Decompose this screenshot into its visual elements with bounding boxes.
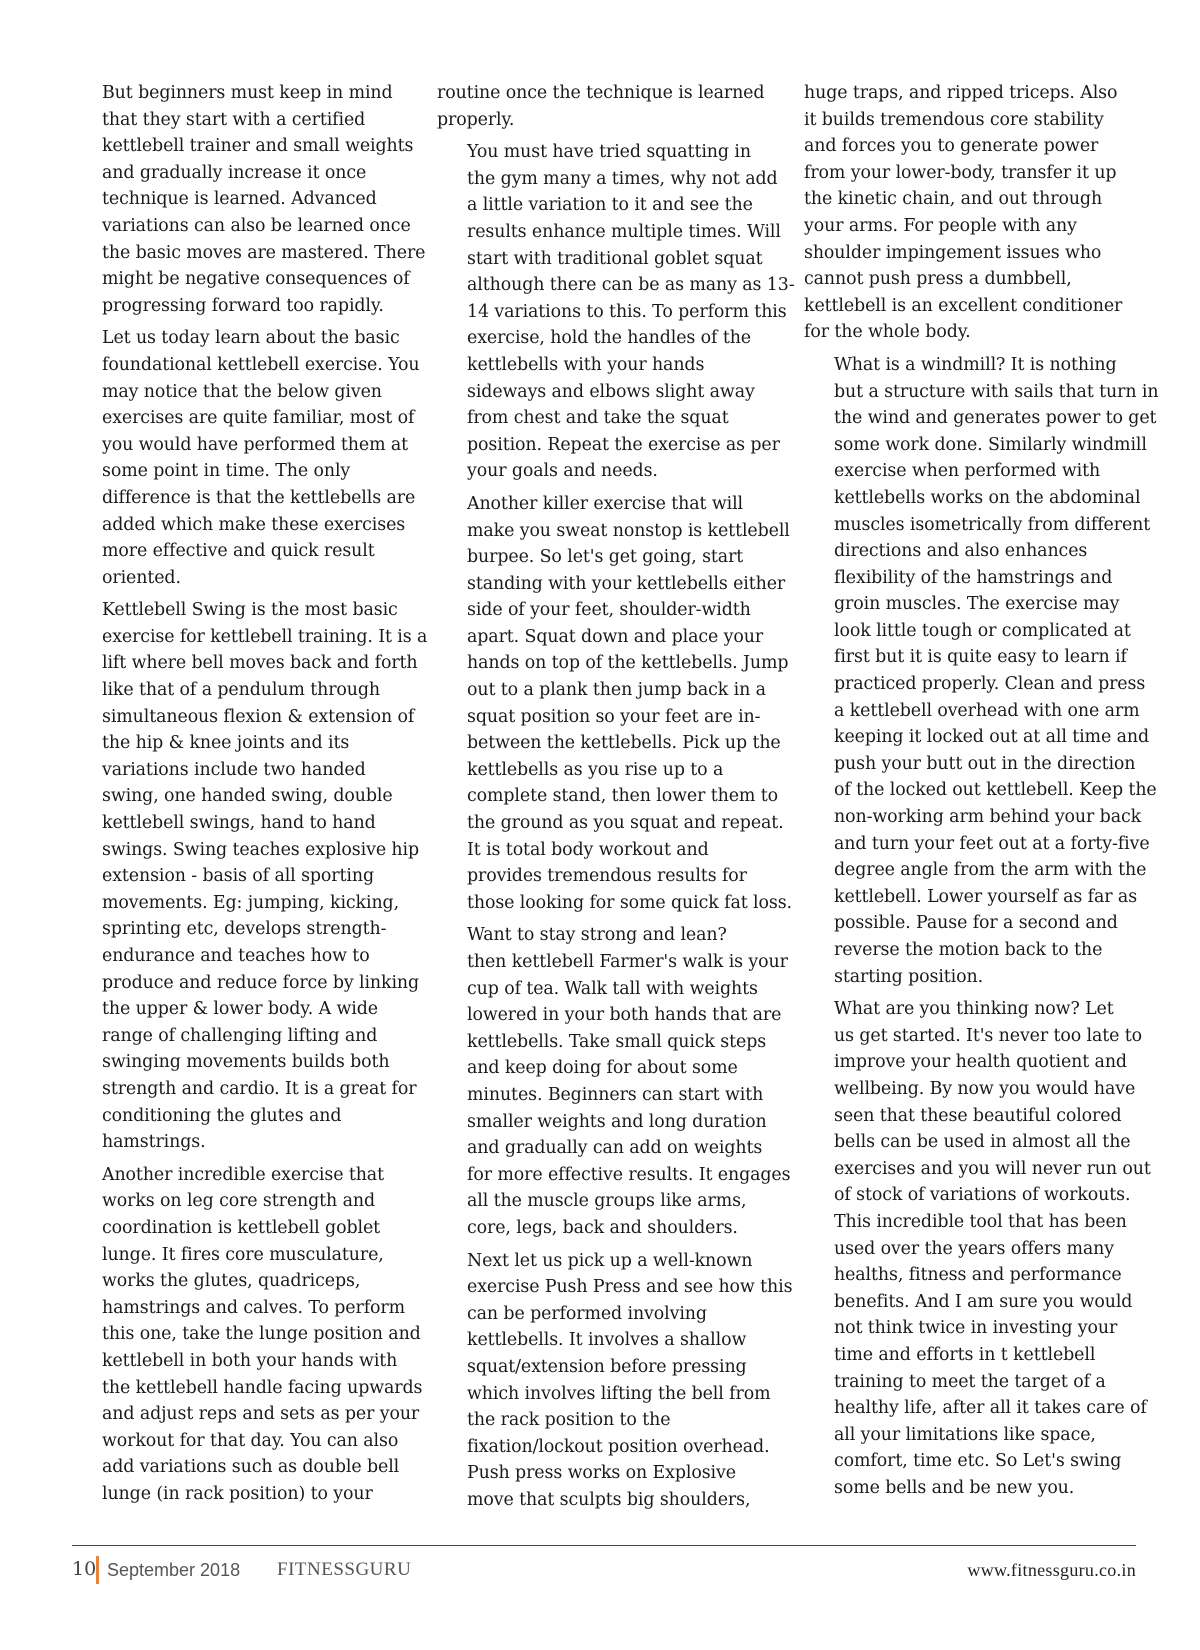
text-line: look little tough or complicated at: [834, 620, 1131, 641]
text-line: keeping it locked out at all time and: [834, 727, 1149, 748]
text-line: Push press works on Explosive: [467, 1463, 736, 1484]
text-line: and forces you to generate power: [804, 136, 1099, 157]
text-line: benefits. And I am sure you would: [834, 1291, 1133, 1312]
text-line: swings. Swing teaches explosive hip: [102, 839, 420, 860]
text-line: the ground as you squat and repeat.: [467, 813, 784, 834]
text-line: sprinting etc, develops strength-: [102, 919, 387, 940]
text-line: hamstrings.: [102, 1132, 206, 1153]
text-line: it builds tremendous core stability: [804, 109, 1104, 130]
text-line: technique is learned. Advanced: [102, 189, 377, 210]
text-line: and gradually can add on weights: [467, 1138, 763, 1159]
text-line: all the muscle groups like arms,: [467, 1191, 747, 1212]
text-line: from your lower-body, transfer it up: [804, 162, 1117, 183]
text-line: standing with your kettlebells either: [467, 573, 786, 594]
text-line: progressing forward too rapidly.: [102, 295, 384, 316]
text-line: properly.: [437, 109, 515, 130]
text-line: the gym many a times, why not add: [467, 168, 778, 189]
text-line: wellbeing. By now you would have: [834, 1078, 1136, 1099]
text-line: works the glutes, quadriceps,: [102, 1271, 361, 1292]
text-line: hamstrings and calves. To perform: [102, 1297, 406, 1318]
article-paragraph: [437, 1248, 793, 1514]
text-line: fixation/lockout position overhead.: [467, 1436, 770, 1457]
text-line: kettlebells with your hands: [467, 354, 705, 375]
text-line: you would have performed them at: [102, 434, 409, 455]
text-line: produce and reduce force by linking: [102, 972, 420, 993]
text-line: exercises are quite familiar, most of: [102, 408, 415, 429]
text-line: improve your health quotient and: [834, 1052, 1127, 1073]
text-line: and adjust reps and sets as per your: [102, 1404, 420, 1425]
text-line: start with traditional goblet squat: [467, 248, 763, 269]
text-line: cannot push press a dumbbell,: [804, 269, 1072, 290]
text-line: kettlebells. Take small quick steps: [467, 1031, 767, 1052]
text-line: variations can also be learned once: [102, 215, 411, 236]
text-line: us get started. It's never too late to: [834, 1025, 1143, 1046]
text-line: starting position.: [834, 966, 984, 987]
text-line: Next let us pick up a well-known: [467, 1250, 753, 1271]
text-line: exercises and you will never run out: [834, 1158, 1151, 1179]
text-column-2: [437, 80, 795, 1519]
text-line: kettlebell in both your hands with: [102, 1350, 398, 1371]
text-line: not think twice in investing your: [834, 1318, 1118, 1339]
text-line: extension - basis of all sporting: [102, 866, 374, 887]
text-line: although there can be as many as 13-: [467, 275, 795, 296]
text-line: the kinetic chain, and out through: [804, 189, 1103, 210]
text-line: lunge (in rack position) to your: [102, 1483, 373, 1504]
text-line: coordination is kettlebell goblet: [102, 1217, 381, 1238]
text-line: seen that these beautiful colored: [834, 1105, 1122, 1126]
issue-date: September 2018: [107, 1560, 241, 1580]
text-line: move that sculpts big shoulders,: [467, 1489, 751, 1510]
text-line: endurance and teaches how to: [102, 946, 370, 966]
text-line: Let us today learn about the basic: [102, 328, 400, 349]
text-line: What is a windmill? It is nothing: [834, 354, 1117, 375]
text-line: comfort, time etc. So Let's swing: [834, 1451, 1122, 1472]
text-line: that they start with a certified: [102, 109, 366, 130]
article-paragraph: [437, 922, 791, 1241]
text-line: Another killer exercise that will: [467, 493, 744, 514]
text-line: results enhance multiple times. Will: [467, 221, 781, 242]
text-line: of stock of variations of workouts.: [834, 1185, 1131, 1206]
text-line: the upper & lower body. A wide: [102, 999, 378, 1020]
text-line: Want to stay strong and lean?: [467, 925, 727, 946]
text-line: added which make these exercises: [102, 514, 406, 535]
text-line: some point in time. The only: [102, 461, 351, 482]
text-line: for more effective results. It engages: [467, 1164, 791, 1185]
article-paragraph: [437, 139, 795, 485]
article-paragraph: [437, 80, 767, 133]
text-line: a kettlebell overhead with one arm: [834, 700, 1140, 721]
article-paragraph: [72, 1162, 423, 1508]
text-line: What are you thinking now? Let: [834, 999, 1114, 1020]
text-line: out to a plank then jump back in a: [467, 680, 766, 701]
text-line: directions and also enhances: [834, 541, 1088, 562]
text-line: groin muscles. The exercise may: [834, 594, 1120, 615]
text-line: degree angle from the arm with the: [834, 860, 1147, 881]
text-line: and keep doing for about some: [467, 1058, 738, 1079]
footer-rule: [72, 1545, 1136, 1546]
text-column-1: [72, 80, 428, 1513]
text-line: all your limitations like space,: [834, 1424, 1096, 1445]
text-line: non-working arm behind your back: [834, 807, 1142, 828]
text-line: might be negative consequences of: [102, 269, 410, 290]
text-line: kettlebell is an excellent conditioner: [804, 295, 1123, 316]
text-line: and turn your feet out at a forty-five: [834, 833, 1150, 854]
text-line: some work done. Similarly windmill: [834, 434, 1147, 455]
text-line: But beginners must keep in mind: [102, 83, 393, 103]
page-footer: [72, 1556, 1136, 1586]
text-line: side of your feet, shoulder-width: [467, 600, 751, 621]
text-line: position. Repeat the exercise as per: [467, 434, 780, 455]
text-line: the basic moves are mastered. There: [102, 242, 426, 263]
text-line: exercise, hold the handles of the: [467, 328, 752, 349]
text-line: smaller weights and long duration: [467, 1111, 767, 1132]
text-line: a little variation to it and see the: [467, 195, 753, 216]
text-column-3: [804, 80, 1159, 1507]
text-line: of the locked out kettlebell. Keep the: [834, 780, 1157, 801]
text-line: simultaneous flexion & extension of: [102, 706, 415, 727]
text-line: Kettlebell Swing is the most basic: [102, 600, 398, 621]
text-line: works on leg core strength and: [102, 1191, 375, 1212]
text-line: kettlebell. Lower yourself as far as: [834, 886, 1138, 907]
text-line: lowered in your both hands that are: [467, 1005, 782, 1026]
text-line: kettlebell trainer and small weights: [102, 136, 414, 157]
text-line: cup of tea. Walk tall with weights: [467, 978, 758, 999]
text-line: lunge. It fires core musculature,: [102, 1244, 384, 1265]
text-line: but a structure with sails that turn in: [834, 381, 1159, 402]
text-line: kettlebell swings, hand to hand: [102, 813, 376, 834]
text-line: the kettlebell handle facing upwards: [102, 1377, 423, 1398]
text-line: the wind and generates power to get: [834, 408, 1157, 429]
text-line: bells can be used in almost all the: [834, 1132, 1131, 1153]
text-line: push your butt out in the direction: [834, 753, 1136, 774]
text-line: some bells and be new you.: [834, 1477, 1075, 1498]
text-line: flexibility of the hamstrings and: [834, 567, 1113, 588]
text-line: the hip & knee joints and its: [102, 733, 350, 754]
website-url[interactable]: www.fitnessguru.co.in: [967, 1560, 1136, 1580]
text-line: You must have tried squatting in: [467, 142, 751, 163]
text-line: burpee. So let's get going, start: [467, 547, 744, 568]
text-line: this one, take the lunge position and: [102, 1324, 421, 1345]
text-line: exercise when performed with: [834, 461, 1101, 482]
text-line: may notice that the below given: [102, 381, 382, 402]
text-line: practiced properly. Clean and press: [834, 674, 1146, 695]
magazine-name: FITNESSGURU: [277, 1559, 412, 1580]
text-line: exercise for kettlebell training. It is a: [102, 626, 428, 647]
text-line: exercise Push Press and see how this: [467, 1277, 793, 1298]
text-line: squat position so your feet are in-: [467, 706, 761, 727]
text-line: squat/extension before pressing: [467, 1356, 747, 1377]
text-line: sideways and elbows slight away: [467, 381, 755, 402]
text-line: Another incredible exercise that: [102, 1164, 384, 1185]
text-line: huge traps, and ripped triceps. Also: [804, 83, 1118, 103]
article-paragraph: [72, 597, 428, 1155]
article-paragraph: [72, 80, 426, 319]
text-line: time and efforts in t kettlebell: [834, 1344, 1096, 1365]
text-line: provides tremendous results for: [467, 866, 747, 887]
text-line: hands on top of the kettlebells. Jump: [467, 653, 789, 674]
text-line: kettlebells works on the abdominal: [834, 487, 1141, 508]
text-line: muscles isometrically from different: [834, 514, 1151, 535]
text-line: used over the years offers many: [834, 1238, 1114, 1259]
text-line: strength and cardio. It is a great for: [102, 1078, 417, 1099]
text-line: range of challenging lifting and: [102, 1025, 378, 1046]
text-line: can be performed involving: [467, 1303, 707, 1324]
text-line: It is total body workout and: [467, 839, 709, 860]
text-line: minutes. Beginners can start with: [467, 1084, 764, 1105]
article-paragraph: [72, 325, 420, 591]
text-line: swinging movements builds both: [102, 1052, 390, 1073]
text-line: conditioning the glutes and: [102, 1105, 342, 1126]
text-line: reverse the motion back to the: [834, 940, 1103, 960]
text-line: training to meet the target of a: [834, 1371, 1106, 1392]
text-line: oriented.: [102, 567, 181, 588]
text-line: like that of a pendulum through: [102, 680, 381, 701]
text-line: apart. Squat down and place your: [467, 626, 764, 647]
text-line: kettlebells as you rise up to a: [467, 759, 724, 780]
text-line: healths, fitness and performance: [834, 1265, 1122, 1286]
text-line: movements. Eg: jumping, kicking,: [102, 892, 400, 913]
text-line: complete stand, then lower them to: [467, 786, 778, 807]
text-line: add variations such as double bell: [102, 1457, 400, 1478]
article-paragraph: [804, 996, 1151, 1501]
text-line: and gradually increase it once: [102, 162, 367, 183]
text-line: your arms. For people with any: [804, 215, 1077, 236]
text-line: your goals and needs.: [467, 461, 658, 482]
text-line: swing, one handed swing, double: [102, 786, 393, 807]
text-line: between the kettlebells. Pick up the: [467, 733, 781, 754]
page-number-divider: [96, 1556, 99, 1584]
text-line: core, legs, back and shoulders.: [467, 1217, 738, 1238]
text-line: which involves lifting the bell from: [467, 1383, 771, 1404]
text-line: workout for that day. You can also: [102, 1430, 399, 1451]
article-paragraph: [804, 80, 1136, 346]
text-line: lift where bell moves back and forth: [102, 653, 418, 674]
text-line: first but it is quite easy to learn if: [834, 647, 1127, 668]
text-line: healthy life, after all it takes care of: [834, 1398, 1147, 1419]
text-line: difference is that the kettlebells are: [102, 487, 416, 508]
text-line: kettlebells. It involves a shallow: [467, 1330, 747, 1351]
text-line: the rack position to the: [467, 1410, 671, 1431]
text-line: more effective and quick result: [102, 541, 375, 562]
text-line: then kettlebell Farmer's walk is your: [467, 952, 788, 972]
text-line: shoulder impingement issues who: [804, 242, 1102, 263]
article-paragraph: [804, 352, 1159, 990]
text-line: routine once the technique is learned: [437, 83, 765, 103]
text-line: This incredible tool that has been: [834, 1211, 1127, 1232]
text-line: possible. Pause for a second and: [834, 913, 1118, 934]
text-line: those looking for some quick fat loss.: [467, 892, 792, 913]
text-line: 14 variations to this. To perform this: [467, 301, 787, 322]
article-paragraph: [437, 491, 792, 917]
page-number: 10: [72, 1558, 97, 1580]
text-line: for the whole body.: [804, 322, 971, 343]
text-line: variations include two handed: [102, 759, 366, 780]
text-line: foundational kettlebell exercise. You: [102, 354, 420, 375]
text-line: from chest and take the squat: [467, 408, 729, 429]
text-line: make you sweat nonstop is kettlebell: [467, 520, 790, 541]
